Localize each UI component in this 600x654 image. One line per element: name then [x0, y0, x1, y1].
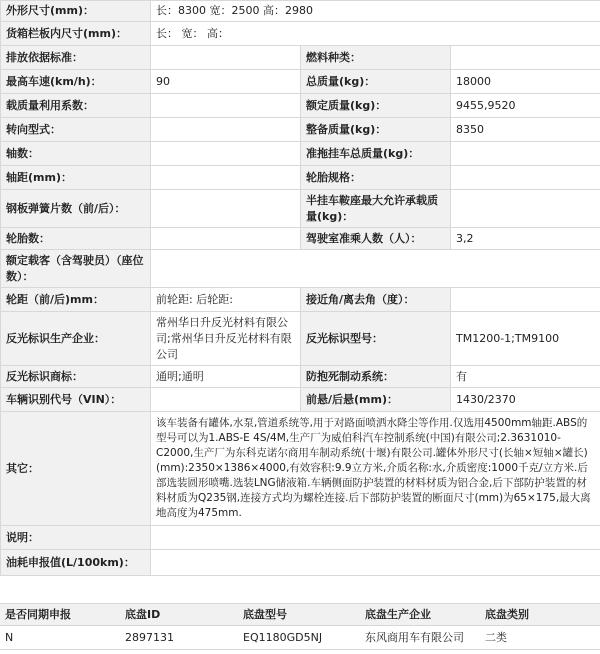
tire-count-label: 轮胎数：	[1, 228, 151, 250]
fuel-type-label: 燃料种类：	[301, 46, 451, 70]
chassis-header-model: 底盘型号	[238, 604, 360, 626]
load-coef-label: 载质量利用系数：	[1, 94, 151, 118]
chassis-id-value: 2897131	[120, 626, 238, 650]
spec-row-cargo	[1, 22, 600, 46]
chassis-class-value: 二类	[480, 626, 600, 650]
reflector-model-value: TM1200-1;TM9100	[451, 312, 600, 366]
trailer-mass-label: 准拖挂车总质量(kg)：	[301, 142, 451, 166]
spec-row-speed	[1, 70, 600, 94]
chassis-header-class: 底盘类别	[480, 604, 600, 626]
dims-value: 长：8300 宽：2500 高：2980	[151, 1, 600, 22]
max-speed-label: 最高车速(km/h)：	[1, 70, 151, 94]
tire-count-value	[151, 228, 301, 250]
cab-seats-label: 驾驶室准乘人数（人）：	[301, 228, 451, 250]
vin-value	[151, 388, 301, 412]
spec-row-spring	[1, 190, 600, 228]
fuel-consumption-label: 油耗申报值(L/100km)：	[1, 550, 151, 576]
note-label: 说明：	[1, 526, 151, 550]
curb-mass-value: 8350	[451, 118, 600, 142]
chassis-header-id: 底盘ID	[120, 604, 238, 626]
emission-label: 排放依据标准：	[1, 46, 151, 70]
saddle-load-label: 半挂车鞍座最大允许承载质量(kg)：	[301, 190, 451, 228]
chassis-sync-value: N	[0, 626, 120, 650]
gross-mass-value: 18000	[451, 70, 600, 94]
section-gap	[0, 590, 600, 603]
spec-row-load	[1, 94, 600, 118]
spec-row-fuel-consumption	[1, 550, 600, 576]
spring-value	[151, 190, 301, 228]
dims-label: 外形尺寸(mm)：	[1, 1, 151, 22]
emission-value	[151, 46, 301, 70]
cargo-value: 长： 宽： 高：	[151, 22, 600, 46]
spec-row-steering	[1, 118, 600, 142]
chassis-table	[0, 603, 600, 650]
spec-row-tires	[1, 228, 600, 250]
tire-spec-value	[451, 166, 600, 190]
cargo-label: 货箱栏板内尺寸(mm)：	[1, 22, 151, 46]
approach-angle-value	[451, 288, 600, 312]
chassis-header-sync: 是否同期申报	[0, 604, 120, 626]
axles-value	[151, 142, 301, 166]
wheelbase-label: 轴距(mm)：	[1, 166, 151, 190]
other-value: 该车装备有罐体,水泵,管道系统等,用于对路面喷洒水降尘等作用.仅选用4500mm轴距.ABS的型号可以为1.ABS-E 4S/4M,生产厂为威伯科汽车控制系统(中国)有限公司;2.3631010-C2000,生产厂为东科克诺尔商用车制动系统(十堰)有限公司.罐体外形尺寸(长轴×短轴×罐长)(mm):2350×1386×4000,有效容积:9.9立方米,介质名称:水,介质密度:1000千克/立方米.后部选装圆形喷嘴.选装LNG储液箱.车辆侧面防护装置的材料材质为铝合金,后下部防护装置的材料材质为Q235钢,连接方式均为螺栓连接.后下部防护装置的断面尺寸(mm)为65×175,最大离地高度为475mm.	[151, 412, 600, 526]
spec-row-wheelbase	[1, 166, 600, 190]
fuel-consumption-value	[151, 550, 600, 576]
spec-row-track	[1, 288, 600, 312]
reflector-brand-label: 反光标识商标：	[1, 366, 151, 388]
other-label: 其它：	[1, 412, 151, 526]
load-coef-value	[151, 94, 301, 118]
spring-label: 钢板弹簧片数（前/后）：	[1, 190, 151, 228]
reflector-maker-label: 反光标识生产企业：	[1, 312, 151, 366]
reflector-brand-value: 通明;通明	[151, 366, 301, 388]
chassis-header-row	[0, 604, 600, 626]
axles-label: 轴数：	[1, 142, 151, 166]
wheelbase-value	[151, 166, 301, 190]
chassis-header-maker: 底盘生产企业	[360, 604, 480, 626]
overhang-label: 前悬/后悬(mm)：	[301, 388, 451, 412]
track-value: 前轮距: 后轮距:	[151, 288, 301, 312]
spec-row-brand	[1, 366, 600, 388]
overhang-value: 1430/2370	[451, 388, 600, 412]
rated-mass-label: 额定质量(kg)：	[301, 94, 451, 118]
spec-row-axles	[1, 142, 600, 166]
trailer-mass-value	[451, 142, 600, 166]
track-label: 轮距（前/后)mm：	[1, 288, 151, 312]
steering-label: 转向型式：	[1, 118, 151, 142]
reflector-maker-value: 常州华日升反光材料有限公司;常州华日升反光材料有限公司	[151, 312, 301, 366]
gross-mass-label: 总质量(kg)：	[301, 70, 451, 94]
tire-spec-label: 轮胎规格：	[301, 166, 451, 190]
approach-angle-label: 接近角/离去角（度）：	[301, 288, 451, 312]
saddle-load-value	[451, 190, 600, 228]
spec-row-other	[1, 412, 600, 526]
passengers-label: 额定载客（含驾驶员）（座位数）：	[1, 250, 151, 288]
rated-mass-value: 9455,9520	[451, 94, 600, 118]
spec-row-dimensions	[1, 1, 600, 22]
abs-label: 防抱死制动系统：	[301, 366, 451, 388]
chassis-maker-value: 东风商用车有限公司	[360, 626, 480, 650]
passengers-value	[151, 250, 600, 288]
vin-label: 车辆识别代号（VIN）：	[1, 388, 151, 412]
spec-row-passengers	[1, 250, 600, 288]
fuel-type-value	[451, 46, 600, 70]
spec-row-note	[1, 526, 600, 550]
abs-value: 有	[451, 366, 600, 388]
note-value	[151, 526, 600, 550]
curb-mass-label: 整备质量(kg)：	[301, 118, 451, 142]
table-row	[0, 626, 600, 650]
reflector-model-label: 反光标识型号：	[301, 312, 451, 366]
chassis-model-value: EQ1180GD5NJ	[238, 626, 360, 650]
spec-row-reflector	[1, 312, 600, 366]
spec-row-emission	[1, 46, 600, 70]
spec-row-vin	[1, 388, 600, 412]
max-speed-value: 90	[151, 70, 301, 94]
steering-value	[151, 118, 301, 142]
cab-seats-value: 3,2	[451, 228, 600, 250]
